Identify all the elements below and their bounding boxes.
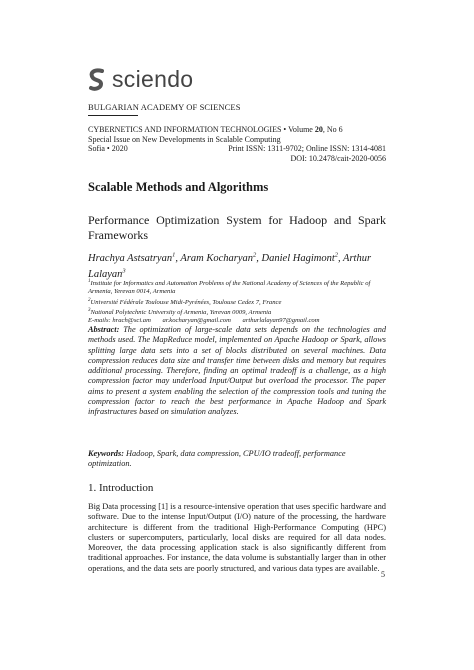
page-number: 5: [381, 570, 385, 579]
academy-name: BULGARIAN ACADEMY OF SCIENCES: [88, 102, 241, 112]
volume-number: 20: [314, 125, 323, 134]
author-list: [88, 248, 386, 281]
paper-title: Performance Optimization System for Hadoop and Spark Frameworks: [88, 213, 386, 242]
logo-text: sciendo: [112, 66, 194, 92]
section-heading: 1. Introduction: [88, 482, 154, 494]
email-label: E-mails:: [88, 317, 111, 325]
special-issue: Special Issue on New Developments in Scalable Computing: [88, 134, 281, 144]
affiliation: $^2$Université Fédérale Toulouse Midi-Pyrénées, Toulouse Cedex 7, France: [88, 297, 282, 306]
intro-paragraph: Big Data processing [1] is a resource-intensive operation that uses specific hardware and software. Due to the intense Input/Output (I/O) nature of the processing, the hardware architecture is different from the traditional High-Performance Computing (HPC) clusters or supercomputers, particularly, local disks are required for all data nodes. Moreover, the data processing application stack is also significantly different from traditional approaches. For instance, the data volume is substantially larger than in other operations, and the data sets are poorly structured, and various data types are available.: [88, 502, 386, 573]
section-title: Scalable Methods and Algorithms: [88, 180, 269, 194]
keywords-label: Keywords:: [88, 449, 124, 458]
journal-info: [88, 125, 386, 163]
author: Aram Kocharyan$^2$,: [180, 251, 262, 264]
bullet: •: [283, 125, 287, 134]
journal-line-4: [88, 154, 386, 164]
publisher-logo: [88, 66, 193, 93]
divider: [88, 115, 138, 116]
sciendo-logo-icon: [88, 68, 106, 92]
abstract-label: Abstract:: [88, 325, 120, 334]
abstract-text: The optimization of large-scale data sets depends on the technologies and methods used. The MapReduce model, implemented on Apache Hadoop or Spark, allows splitting large data sets into a set of blocks distributed on several machines. Data compression reduces data size and transfer time between disks and memory but requires additional processing. Therefore, finding an optimal tradeoff is a challenge, as a high compression factor may underload Input/Output but overload the processor. The paper aims to present a system enabling the selection of the compression tools and tuning the compression factor to reach the best performance in Apache Hadoop and Spark infrastructures based on simulation analyzes.: [88, 325, 387, 417]
keywords: [88, 449, 386, 470]
journal-name: CYBERNETICS AND INFORMATION TECHNOLOGIES: [88, 125, 282, 134]
email-link[interactable]: hrach@sci.am: [112, 317, 151, 325]
author: Arthur Lalayan$^3$: [88, 252, 372, 280]
issue-number: No 6: [326, 125, 343, 134]
affiliations: [88, 278, 386, 326]
affiliation: $^3$National Polytechnic University of Armenia, Yerevan 0009, Armenia: [88, 307, 272, 317]
abstract: [88, 325, 386, 418]
email-link[interactable]: arthurlalayan97@gmail.com: [242, 317, 320, 325]
journal-line-3: [88, 144, 386, 154]
journal-line-1: CYBERNETICS AND INFORMATION TECHNOLOGIES • Volume 20, No 6: [88, 125, 343, 134]
volume-label: Volume: [288, 125, 313, 134]
year: 2020: [111, 144, 128, 154]
journal-line-2: [88, 135, 386, 145]
doi: DOI: 10.2478/cait-2020-0056: [290, 153, 386, 163]
email-link[interactable]: ar.kocharyan@gmail.com: [162, 317, 231, 325]
bullet: •: [106, 144, 110, 154]
affiliation: $^1$Institute for Informatics and Automation Problems of the National Academy of Sciences of the Republic of Armenia, Yerevan 0014, Armenia: [88, 279, 371, 296]
keywords-text: Hadoop, Spark, data compression, CPU/IO tradeoff, performance optimization.: [88, 449, 346, 469]
issn-text: Print ISSN: 1311-9702; Online ISSN: 1314-4081: [228, 144, 386, 154]
city: Sofia: [88, 144, 105, 154]
author: Hrachya Astsatryan$^1$,: [88, 251, 181, 264]
author: Daniel Hagimont$^2$,: [261, 251, 344, 264]
